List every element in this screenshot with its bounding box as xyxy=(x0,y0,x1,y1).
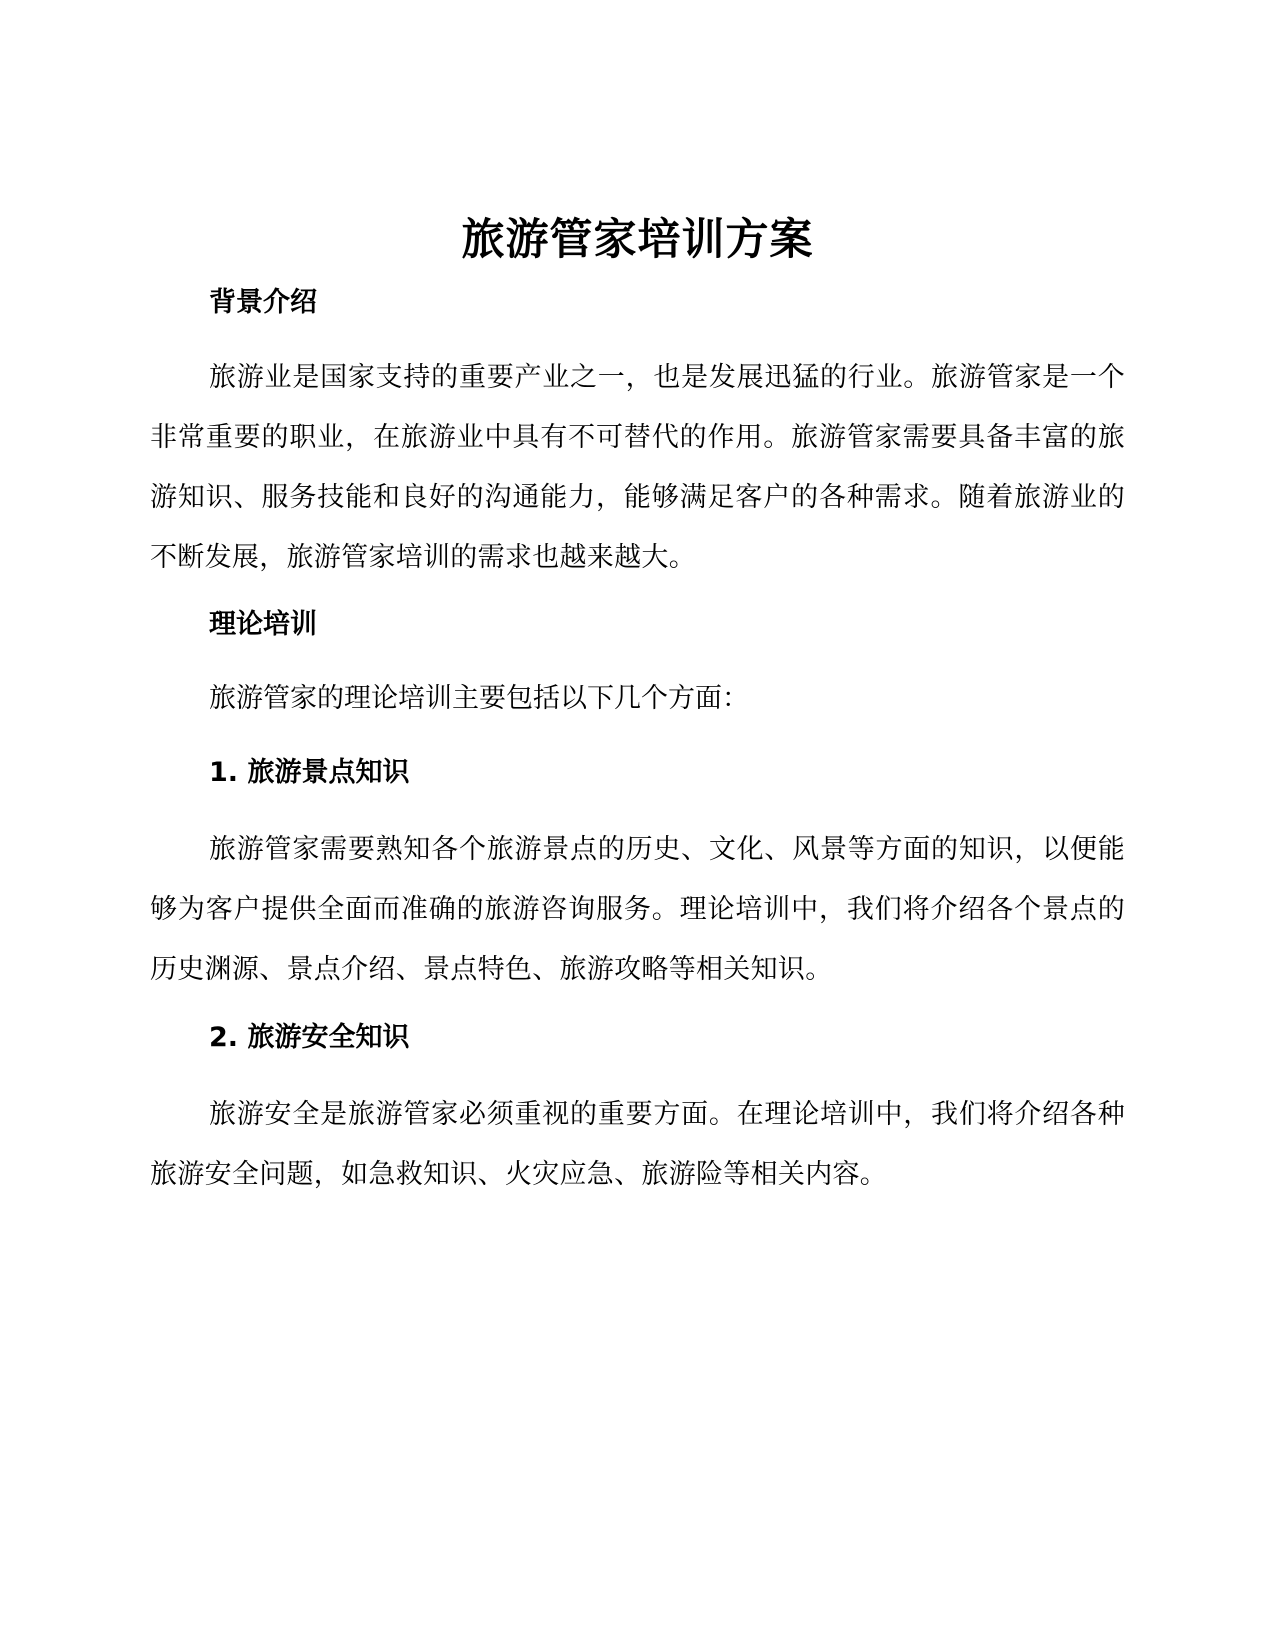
section-heading-safety-knowledge: 2. 旅游安全知识 xyxy=(209,1022,410,1053)
section-paragraph-theory: 旅游管家的理论培训主要包括以下几个方面： xyxy=(209,683,749,714)
document-title: 旅游管家培训方案 xyxy=(461,215,814,265)
section-heading-background: 背景介绍 xyxy=(209,287,317,318)
section-paragraph-background: 旅游业是国家支持的重要产业之一，也是发展迅猛的行业。旅游管家是一个非常重要的职业，在旅游业中具有不可替代的作用。旅游管家需要具备丰富的旅游知识、服务技能和良好的沟通能力，能够满足客户的各种需求。随着旅游业的不断发展，旅游管家培训的需求也越来越大。 xyxy=(150,362,1125,573)
section-heading-scenic-knowledge: 1. 旅游景点知识 xyxy=(209,757,410,788)
section-paragraph-safety-knowledge: 旅游安全是旅游管家必须重视的重要方面。在理论培训中，我们将介绍各种旅游安全问题，如急救知识、火灾应急、旅游险等相关内容。 xyxy=(150,1099,1125,1190)
section-paragraph-scenic-knowledge: 旅游管家需要熟知各个旅游景点的历史、文化、风景等方面的知识，以便能够为客户提供全面而准确的旅游咨询服务。理论培训中，我们将介绍各个景点的历史渊源、景点介绍、景点特色、旅游攻略等相关知识。 xyxy=(150,834,1125,985)
section-heading-theory: 理论培训 xyxy=(209,609,317,640)
